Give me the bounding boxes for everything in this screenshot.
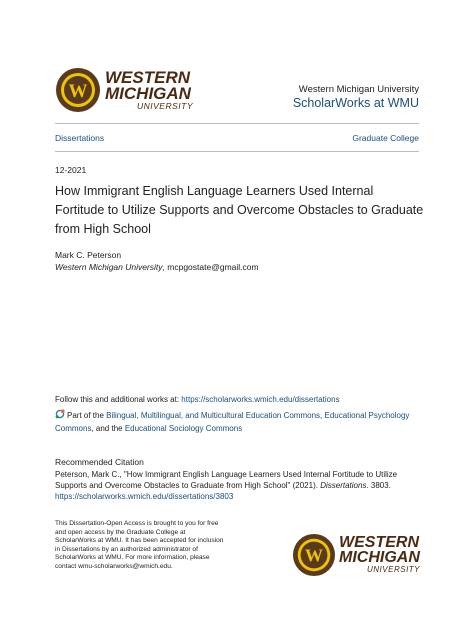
author-affiliation — [55, 262, 259, 272]
part-prefix: Part of the — [67, 411, 107, 420]
author-name: Mark C. Peterson — [55, 250, 122, 260]
document-title: How Immigrant English Language Learners Used Internal Fortitude to Utilize Supports and Overcome Obstacles to Graduate from High School — [55, 184, 424, 236]
affiliation-email: , mcpgostate@gmail.com — [162, 262, 259, 272]
access-line: This Dissertation-Open Access is brought to you for free — [55, 520, 219, 527]
divider-nav — [55, 151, 419, 152]
citation-text — [55, 469, 427, 502]
part-sep1: , — [320, 411, 325, 420]
educational-psychology-commons-link[interactable]: Educational Psychology Commons — [55, 411, 410, 433]
logo-western: WESTERN — [105, 68, 190, 87]
wmu-seal-icon — [292, 533, 336, 577]
follow-line — [55, 395, 340, 404]
access-line: in Dissertations by an authorized administrator of — [55, 545, 198, 553]
logo-western: WESTERN — [339, 534, 419, 551]
network-icon — [55, 409, 65, 419]
wmu-logo-bottom — [292, 532, 422, 578]
wmu-seal-icon — [55, 67, 101, 113]
access-line: contact wmu-scholarworks@wmich.edu. — [55, 562, 173, 570]
follow-text: Follow this and additional works at: — [55, 395, 182, 404]
bilingual-commons-link[interactable]: Bilingual, Multilingual, and Multicultural Education Commons — [106, 411, 321, 420]
recommended-citation-heading: Recommended Citation — [55, 457, 144, 467]
affiliation-university: Western Michigan University — [55, 262, 163, 272]
follow-link[interactable]: https://scholarworks.wmich.edu/dissertations — [181, 395, 340, 404]
scholarworks-link[interactable]: ScholarWorks at WMU — [292, 96, 419, 110]
wmu-logo-top — [55, 67, 195, 113]
university-name: Western Michigan University — [298, 84, 419, 95]
dissertations-link[interactable]: Dissertations — [55, 133, 105, 143]
divider-top — [55, 123, 419, 124]
citation-tail: . 3803. — [366, 481, 391, 490]
access-line: ScholarWorks at WMU. It has been accepted for inclusion — [55, 537, 224, 545]
access-line: ScholarWorks at WMU. For more information, please — [55, 554, 210, 562]
part-sep2: , and the — [91, 424, 125, 433]
publication-date: 12-2021 — [55, 165, 87, 175]
part-of-commons — [55, 409, 427, 435]
citation-series: Dissertations — [320, 481, 367, 490]
open-access-statement — [55, 520, 233, 572]
logo-michigan: MICHIGAN — [339, 549, 420, 566]
logo-michigan: MICHIGAN — [105, 84, 191, 103]
logo-letter: W — [68, 81, 88, 102]
graduate-college-link[interactable]: Graduate College — [352, 133, 419, 143]
educational-sociology-commons-link[interactable]: Educational Sociology Commons — [124, 424, 243, 433]
access-line: and open access by the Graduate College at — [55, 528, 186, 536]
logo-university: UNIVERSITY — [367, 565, 421, 574]
citation-body: Peterson, Mark C., "How Immigrant English Language Learners Used Internal Fortitude to Utilize Supports and Overcome Obstacles to Graduate from High School" (2021). — [55, 470, 398, 490]
logo-letter: W — [304, 545, 324, 566]
citation-link[interactable]: https://scholarworks.wmich.edu/dissertations/3803 — [55, 492, 234, 501]
logo-university: UNIVERSITY — [137, 101, 194, 111]
